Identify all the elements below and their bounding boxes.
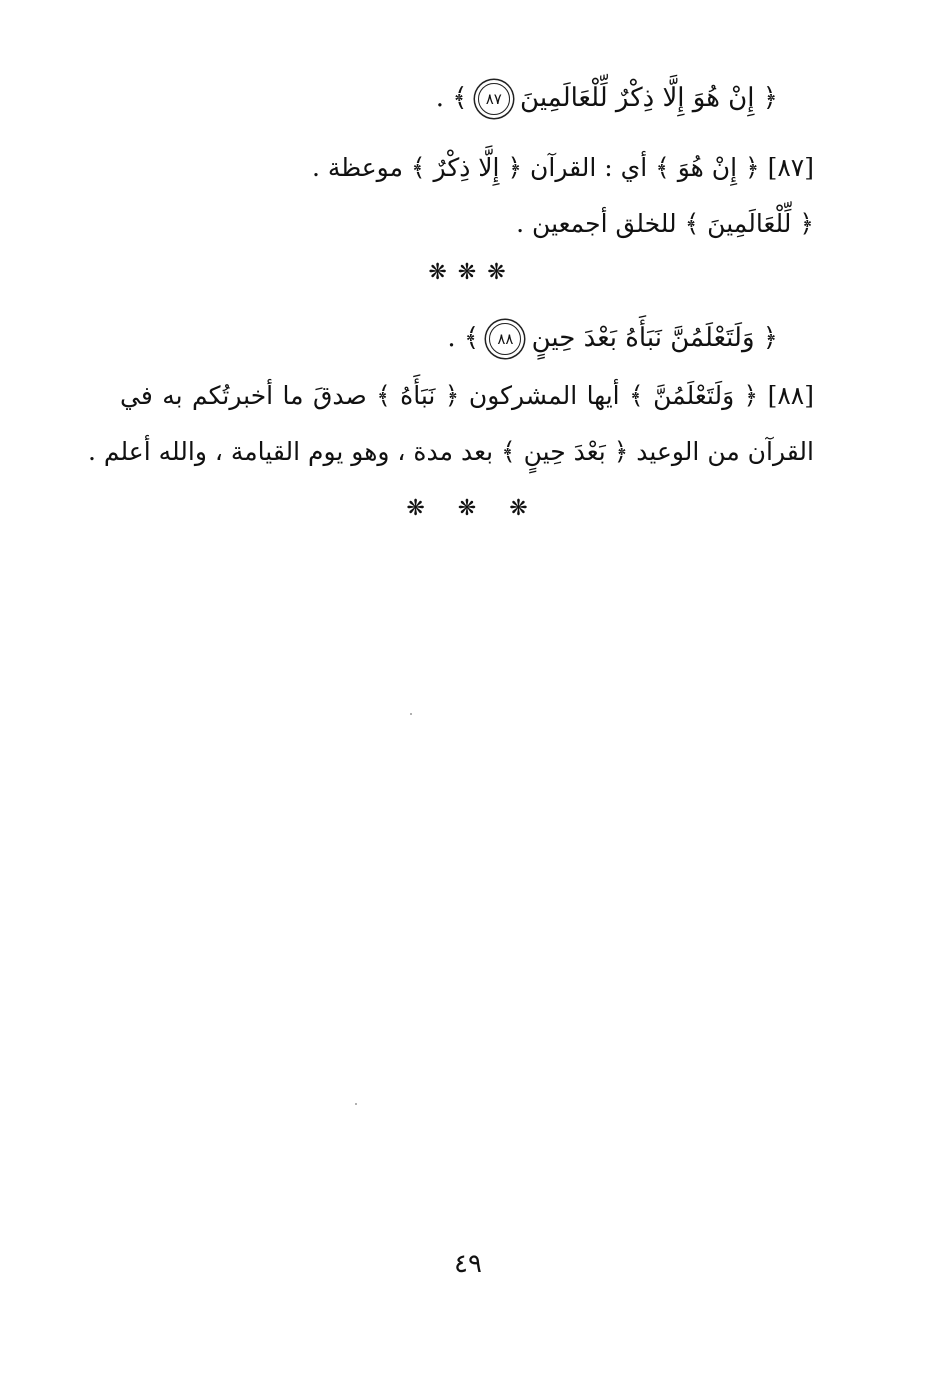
tafsir-88-line-1: [٨٨] ﴿ وَلَتَعْلَمُنَّ ﴾ أيها المشركون ﴿ نَبَأَهُ ﴾ صدقَ ما أخبرتُكم به في (120, 381, 814, 410)
tafsir-87-line-2: ﴿ لِّلْعَالَمِينَ ﴾ للخلق أجمعين . (516, 209, 814, 238)
verse-87-ending: ﴾ . (435, 83, 468, 113)
scan-speck (355, 1103, 357, 1105)
verse-87 (436, 78, 778, 118)
verse-88-number-medallion: ٨٨ (489, 323, 521, 355)
verse-87-number-medallion: ٨٧ (478, 83, 510, 115)
page-number: ٤٩ (454, 1249, 482, 1279)
separator-stars-2: ❋ ❋ ❋ (406, 496, 530, 521)
verse-88 (447, 318, 778, 358)
separator-stars-1: ❋ ❋ ❋ (428, 260, 508, 285)
scan-speck (410, 713, 412, 715)
tafsir-88-line-2: القرآن من الوعيد ﴿ بَعْدَ حِينٍ ﴾ بعد مدة ، وهو يوم القيامة ، والله أعلم . (87, 437, 814, 466)
tafsir-87-line-1: [٨٧] ﴿ إِنْ هُوَ ﴾ أي : القرآن ﴿ إِلَّا ذِكْرٌ ﴾ موعظة . (311, 153, 814, 182)
verse-88-text: ﴿ وَلَتَعْلَمُنَّ نَبَأَهُ بَعْدَ حِينٍ (531, 323, 778, 353)
verse-87-text: ﴿ إِنْ هُوَ إِلَّا ذِكْرٌ لِّلْعَالَمِينَ (520, 83, 778, 113)
verse-88-ending: ﴾ . (447, 323, 480, 353)
